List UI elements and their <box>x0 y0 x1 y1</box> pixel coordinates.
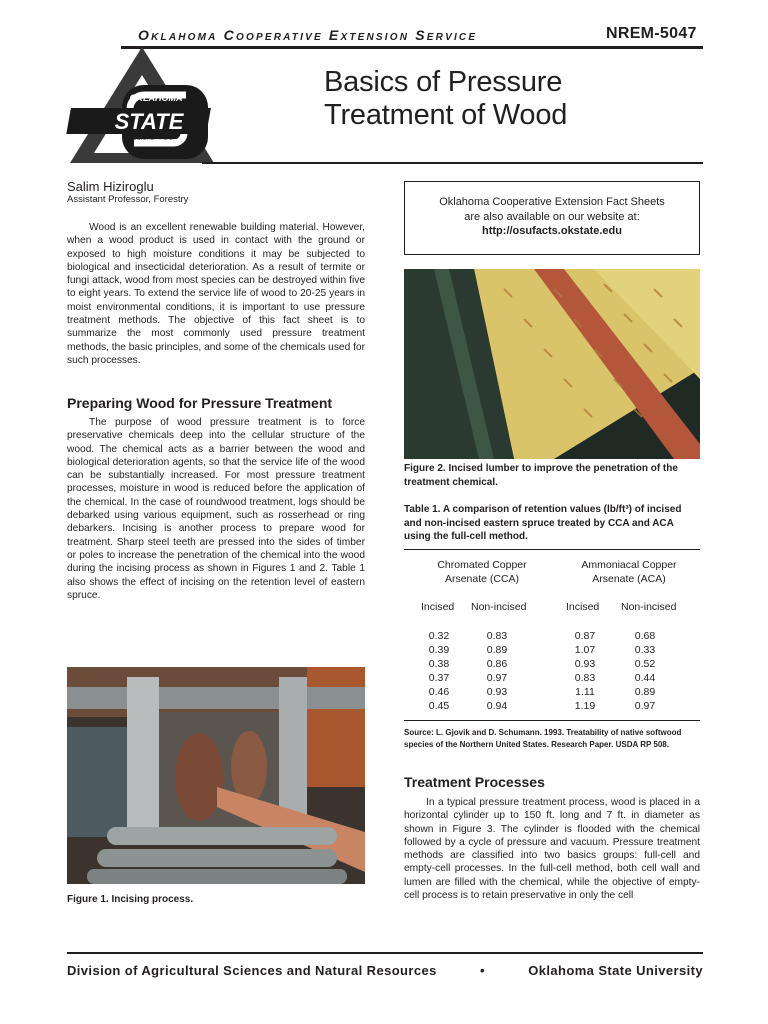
author-name: Salim Hiziroglu <box>67 179 154 194</box>
table-cell: 0.89 <box>486 644 508 656</box>
table-cell: 0.37 <box>428 672 450 684</box>
author-role: Assistant Professor, Forestry <box>67 194 189 205</box>
table-group-cca: Chromated Copper Arsenate (CCA) <box>437 559 527 585</box>
table-cell: 1.11 <box>575 686 595 698</box>
table-1-caption: Table 1. A comparison of retention values (lb/ft³) of incised and non-incised eastern spruce treated by CCA and ACA using the full-cell method. <box>404 504 682 542</box>
table-cell: 0.68 <box>634 630 656 642</box>
table-cell: 0.97 <box>486 672 508 684</box>
table-header-incised-aca: Incised <box>566 601 600 613</box>
table-cell: 0.39 <box>428 644 450 656</box>
table-cell: 0.83 <box>574 672 596 684</box>
section-body-preparing: The purpose of wood pressure treatment is to force preservative chemicals deep into the cellular structure of the wood. The chemical acts as a barrier between the wood and biological deterioration agents, so that the service life of the wood can be substantially increased. For most pressure treatment processes, moisture in wood is reduced before the application of the chemical. In the case of roundwood treatment, logs should be debarked using various equipment, such as rosserhead or ring debarkers. Incising is another process to prepare wood for treatment. Sharp steel teeth are pressed into the sides of timber or poles to increase the penetration of the chemical into the wood during the incising process as shown in Figures 1 and 2. Table 1 also shows the effect of incising on the retention level of eastern spruce. <box>67 417 365 601</box>
svg-text:OKLAHOMA: OKLAHOMA <box>129 93 183 103</box>
footer <box>67 963 703 978</box>
table-cell: 0.46 <box>428 686 450 698</box>
title-rule <box>202 162 703 164</box>
table-header-nonincised-aca: Non-incised <box>621 601 677 613</box>
website-url-link[interactable]: http://osufacts.okstate.edu <box>482 225 622 237</box>
table-cell: 0.87 <box>574 630 596 642</box>
table-header-nonincised-cca: Non-incised <box>471 601 527 613</box>
figure-2-caption: Figure 2. Incised lumber to improve the penetration of the treatment chemical. <box>404 463 678 488</box>
table-cell: 1.19 <box>574 700 596 712</box>
table-cell: 0.93 <box>486 686 508 698</box>
figure-1-photo <box>67 667 365 884</box>
table-cell: 0.83 <box>486 630 508 642</box>
table-cell: 0.86 <box>486 658 508 670</box>
svg-text:STATE: STATE <box>114 109 184 134</box>
table-cell: 0.93 <box>574 658 596 670</box>
page-title: Basics of Pressure Treatment of Wood <box>324 66 568 131</box>
osu-logo <box>64 45 224 173</box>
table-cell: 0.89 <box>634 686 656 698</box>
table-cell: 0.94 <box>486 700 508 712</box>
table-cell: 0.38 <box>428 658 450 670</box>
table-cell: 0.52 <box>634 658 656 670</box>
series-name: Oklahoma Cooperative Extension Service <box>138 27 478 43</box>
footer-rule <box>67 952 703 954</box>
website-notice-line2: are also available on our website at: <box>464 210 640 223</box>
table-top-rule <box>404 549 700 550</box>
figure-1-caption: Figure 1. Incising process. <box>67 894 194 905</box>
table-bottom-rule <box>404 720 700 721</box>
table-cell: 0.45 <box>428 700 450 712</box>
website-notice-box <box>404 181 700 255</box>
footer-bullet: • <box>480 963 485 978</box>
table-1-source: Source: L. Gjovik and D. Schumann. 1993. Treatability of native softwood species of the Northern United States. Research Paper. USDA RP 508. <box>404 728 682 749</box>
figure-2-photo <box>404 269 700 459</box>
website-notice-line1: Oklahoma Cooperative Extension Fact Sheets <box>439 196 665 208</box>
table-cell: 0.44 <box>634 672 656 684</box>
section-heading-treatment: Treatment Processes <box>404 774 545 790</box>
section-heading-preparing: Preparing Wood for Pressure Treatment <box>67 395 333 411</box>
footer-division: Division of Agricultural Sciences and Natural Resources <box>67 963 437 978</box>
table-group-aca: Ammoniacal Copper Arsenate (ACA) <box>581 559 677 585</box>
intro-paragraph: Wood is an excellent renewable building material. However, when a wood product is used in contact with the ground or exposed to high moisture conditions it may be subjected to biological and insecticidal deterioration. As a result of termite or fungi attack, wood from most species can be destroyed within five to eight years. To extend the service life of wood to 20-25 years in moist environmental conditions, it is important to use pressure treatment methods. The objective of this fact sheet is to summarize the most commonly used pressure treatment methods, the basic principles, and some of the chemicals used for such processes. <box>67 222 365 366</box>
footer-university: Oklahoma State University <box>528 963 703 978</box>
svg-text:UNIVERSITY: UNIVERSITY <box>134 138 184 147</box>
table-cell: 1.07 <box>574 644 596 656</box>
table-header-incised-cca: Incised <box>421 601 455 613</box>
table-cell: 0.32 <box>428 630 450 642</box>
section-body-treatment: In a typical pressure treatment process, wood is placed in a horizontal cylinder up to 150 ft. long and 7 ft. in diameter as shown in Figure 3. The cylinder is flooded with the chemical followed by a cycle of pressure and vacuum. Pressure treatment methods are classified into two basics groups: full-cell and empty-cell processes. In the full-cell method, both cell wall and lumen are filled with the chemical, while the objective of empty-cell process is to retain preservative in only the cell <box>404 797 700 902</box>
fact-sheet-code: NREM-5047 <box>606 25 697 42</box>
table-cell: 0.97 <box>634 700 656 712</box>
table-cell: 0.33 <box>634 644 656 656</box>
